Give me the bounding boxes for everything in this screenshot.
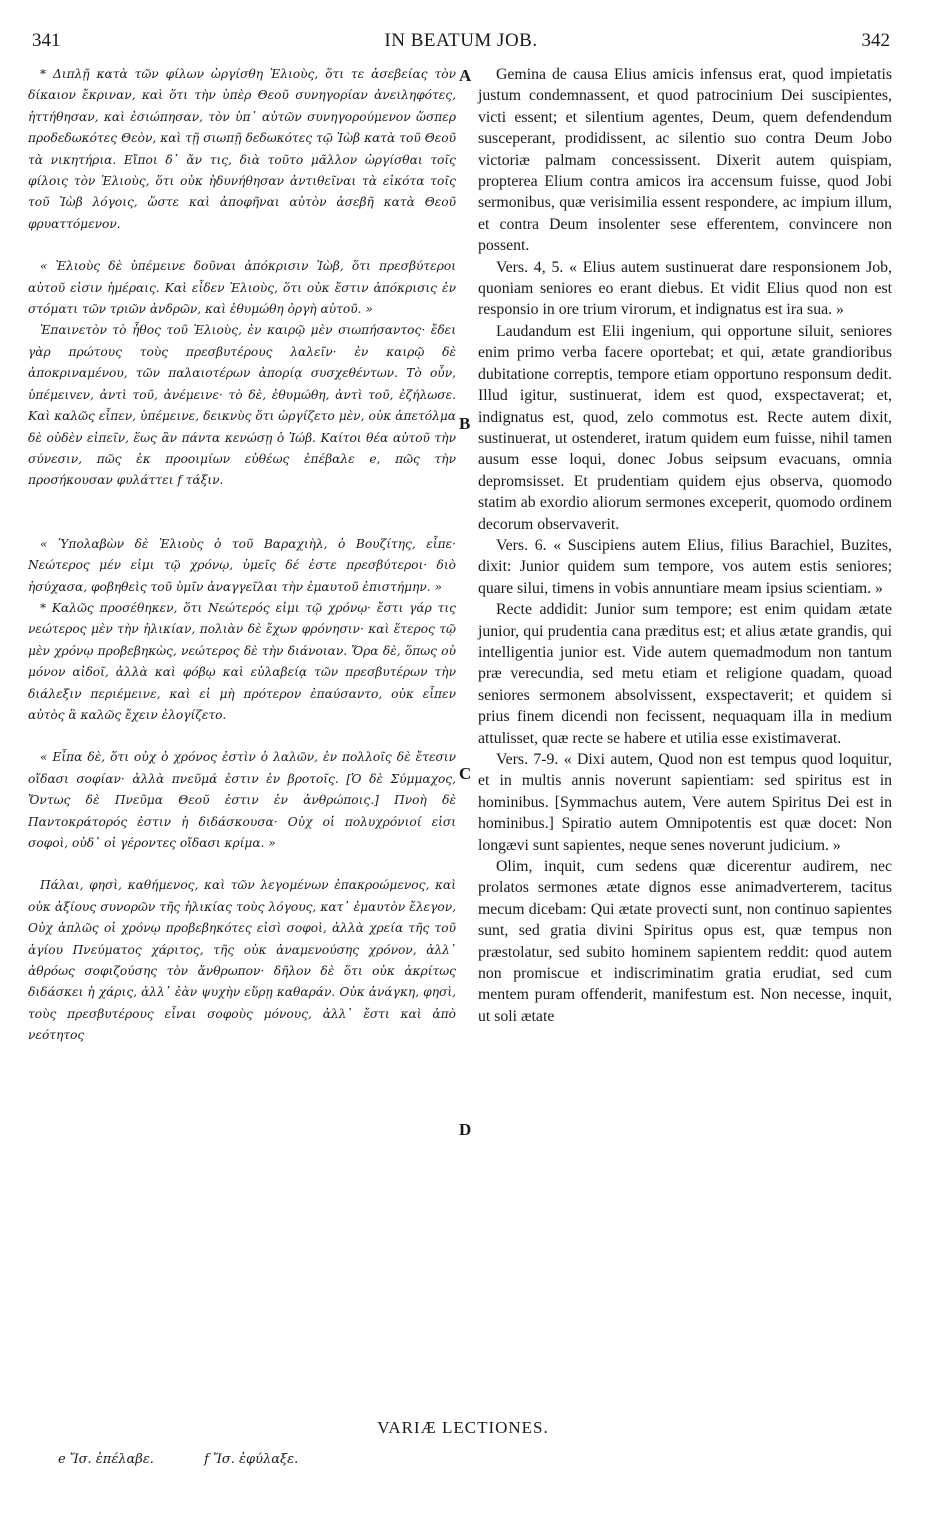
- greek-paragraph: « Ὑπολαβὼν δὲ Ἐλιοὺς ὁ τοῦ Βαραχιὴλ, ὁ Βουζίτης, εἶπε· Νεώτερος μέν εἰμι τῷ χρόνῳ, ὑμεῖς δέ ἐστε πρεσβύτεροι· διὸ ἡσύχασα, φοβηθεὶς τοῦ ὑμῖν ἀναγγεῖλαι τὴν ἐμαυτοῦ ἐπιστήμην. »: [28, 536, 456, 594]
- greek-paragraph: « Ἐλιοὺς δὲ ὑπέμεινε δοῦναι ἀπόκρισιν Ἰὼβ, ὅτι πρεσβύτεροι αὐτοῦ εἰσιν ἡμέραις. Καὶ εἶδεν Ἐλιοὺς, ὅτι οὐκ ἔστιν ἀπόκρισις ἐν στόματι τῶν τριῶν ἀνδρῶν, καὶ ἐθυμώθη ὀργὴ αὐτοῦ. »: [28, 259, 456, 317]
- greek-paragraph: Πάλαι, φησὶ, καθήμενος, καὶ τῶν λεγομένων ἐπακροώμενος, καὶ οὐκ ἀξίους συνορῶν τῆς ἡλικίας τοὺς λόγους, κατ᾿ ἐμαυτὸν ἔλεγον, Οὐχ ἁπλῶς οἱ χρόνῳ προβεβηκότες εἰσὶ σοφοὶ, ἀλλὰ χρεία τῆς τοῦ ἁγίου Πνεύματος χάριτος, τῆς οὐκ ἀναμενούσης χρόνον, ἀλλ᾿ ἀθρόως σοφιζούσης τὸν ἄνθρωπον· δῆλον δὲ ὅτι οὐκ ἀκρίτως διδάσκει ἡ χάρις, ἀλλ᾿ ἐὰν ψυχὴν εὕρῃ καθαράν. Οὐκ ἀνάγκη, φησὶ, τοὺς πρεσβυτέρους εἶναι σοφοὺς μόνους, ἀλλ᾿ ἔστι καὶ ἀπὸ νεότητος: [28, 878, 456, 1043]
- variae-lectiones-notes: [58, 1452, 658, 1467]
- variant-note-e: e Ἴσ. ἐπέλαβε.: [58, 1452, 154, 1467]
- greek-paragraph: * Διπλῇ κατὰ τῶν φίλων ὠργίσθη Ἐλιοὺς, ὅτι τε ἀσεβείας τὸν δίκαιον ἔκριναν, καὶ ὅτι τὴν ὑπὲρ Θεοῦ συνηγορίαν ἀνειληφότες, ἡττήθησαν, καὶ ἐσιώπησαν, τὸν ὑπ᾿ αὐτῶν συνηγορούμενον ὥσπερ προδεδωκότες Θεὸν, καὶ τῇ σιωπῇ δεδωκότες τῷ Ἰὼβ κατὰ τοῦ Θεοῦ τὰ νικητήρια. Εἴποι δ᾿ ἄν τις, διὰ τοῦτο μᾶλλον ὠργίσθαι τοῖς φίλοις τὸν Ἐλιοὺς, ὅτι οὐκ ἠδυνήθησαν ἀντιθεῖναι τὰ εἰκότα τοῖς τοῦ Ἰὼβ λόγοις, ὥστε καὶ ἀποφῆναι αὐτὸν ἀσεβῆ κατὰ Θεοῦ φρυαττόμενον.: [28, 67, 456, 231]
- margin-letter-d: D: [459, 1120, 472, 1139]
- latin-paragraph: Olim, inquit, cum sedens quæ dicerentur audirem, nec prolatos sermones ætate dignos esse animadverterem, tacitus mecum dicebam: Qui ætate provecti sunt, non continuo sapientes sunt, sed gratia divini Spiritus opus est, quæ tempus non præstolatur, sed subito hominem sapientem reddit: quod autem non promiscue et indiscriminatim gratia erudiat, sed cum mentem puram offenderit, manifestum est. Non necesse, inquit, ut soli ætate: [478, 858, 892, 1025]
- greek-paragraph: Ἐπαινετὸν τὸ ἦθος τοῦ Ἐλιοὺς, ἐν καιρῷ μὲν σιωπήσαντος· ἔδει γὰρ πρώτους τοὺς πρεσβυτέρους λαλεῖν· ἐν καιρῷ δὲ ἀποκριναμένου, τῶν παλαιοτέρων ἀπορίᾳ συσχεθέντων. Τὸ οὖν, ὑπέμειvεν, ἀντὶ τοῦ, ἀνέμεινε· τὸ δὲ, ἐθυμώθη, ἀντὶ τοῦ, ἐζήλωσε. Καὶ καλῶς εἶπεν, ὑπέμεινε, δεικνὺς ὅτι ὠργίζετο μὲν, οὐκ ἀπετόλμα δὲ οὐδὲν εἰπεῖν, ἕως ἂν πάντα κενώσῃ ὁ Ἰώβ. Καίτοι θέα αὐτοῦ τὴν σύνεσιν, πῶς ἐκ προοιμίων εὐθέως ἐπέβαλε e, πῶς τὴν προσήκουσαν φυλάττει f τάξιν.: [28, 323, 456, 488]
- page-header: [32, 30, 890, 60]
- latin-paragraph: Gemina de causa Elius amicis infensus erat, quod impietatis justum condemnassent, et quod patrocinium Dei suscipientes, victi essent; et silentium agentes, Deum, quem defendendum susceperant, prodidissent, ac silentio suo contra Deum Jobo victoriæ palmam concessissent. Dixerit autem quispiam, propterea Elium contra amicos ira accensum fuisse, quod Jobi sermonibus, quæ verisimilia essent respondere, ac impium illum, et contra Deum insolenter sese efferentem, convincere non possent.: [478, 66, 892, 255]
- greek-column: [28, 64, 456, 1047]
- latin-paragraph: Vers. 6. « Suscipiens autem Elius, filius Barachiel, Buzites, dixit: Junior quidem sum tempore, vos autem estis seniores; quare silui, timens in vobis annuntiare meam ipsius scientiam. »: [478, 536, 892, 597]
- running-title: IN BEATUM JOB.: [384, 30, 538, 51]
- latin-column: [478, 64, 892, 1027]
- latin-paragraph: Recte addidit: Junior sum tempore; est enim quidam ætate junior, qui prudentia cana præditus est; et alius ætate grandis, qui intelligentia junior est. Vide autem quemadmodum non tantum præ verecundia, sed metu etiam et religione quadam, quoad seniores sermonem absolvissent, exspectaverit; et quidem si prius finem dicendi non fecissent, nequaquam illa in medium attulisset, quæ recte se habere et utilia esse existimaverat.: [478, 601, 892, 747]
- greek-paragraph: « Εἶπα δὲ, ὅτι οὐχ ὁ χρόνος ἐστὶν ὁ λαλῶν, ἐν πολλοῖς δὲ ἔτεσιν οἴδασι σοφίαν· ἀλλὰ πνεῦμά ἐστιν ἐν βροτοῖς. [Ὁ δὲ Σύμμαχος, Ὄντως δὲ Πνεῦμα Θεοῦ ἐστιν ἐν ἀνθρώποις.] Πνοὴ δὲ Παντοκράτορός ἐστιν ἡ διδάσκουσα· Οὐχ οἱ πολυχρόνιοί εἰσι σοφοὶ, οὐδ᾿ οἱ γέροντες οἴδασι κρίμα. »: [28, 750, 456, 850]
- margin-letter-b: B: [459, 414, 471, 433]
- greek-paragraph: * Καλῶς προσέθηκεν, ὅτι Νεώτερός εἰμι τῷ χρόνῳ· ἔστι γάρ τις νεώτερος μὲν τὴν ἡλικίαν, πολιὰν δὲ ἔχων φρόνησιν· καὶ ἕτερος τῷ μὲν χρόνῳ προβεβηκὼς, νεώτερος δὲ τὴν διάνοιαν. Ὅρα δὲ, ὅπως οὐ μόνον αἰδοῖ, ἀλλὰ καὶ φόβῳ καὶ εὐλαβείᾳ τῶν πρεσβυτέρων τὴν διάλεξιν περιέμεινε, καὶ εἰ μὴ πρότερον ἐπαύσαντο, οὐκ εἶπεν αὐτὸς ἃ καλῶς ἔχειν ἐλογίζετο.: [28, 600, 456, 722]
- page-number-left: 341: [32, 30, 61, 51]
- margin-letter-c: C: [459, 764, 472, 783]
- variant-note-f: f Ἴσ. ἐφύλαξε.: [204, 1452, 299, 1467]
- latin-paragraph: Vers. 4, 5. « Elius autem sustinuerat dare responsionem Job, quoniam seniores eo erant diebus. Et vidit Elius quod non est responsio in ore trium virorum, et indignatus est ira sua. »: [478, 258, 892, 319]
- page-number-right: 342: [861, 30, 890, 51]
- margin-letter-a: A: [459, 66, 472, 85]
- variae-lectiones-title: VARIÆ LECTIONES.: [377, 1418, 549, 1437]
- latin-paragraph: Laudandum est Elii ingenium, qui opportune siluit, seniores enim primo verba facere oportebat; et qui, ætate grandioribus dubitatione correptis, tempore etiam opportuno responsum dedit. Illud igitur, sustinuerat, idem est quod, exspectaverat; et, indignatus est, quod, zelo commotus est. Recte autem dixit, sustinuerat, ut ostenderet, iratum quidem eum fuisse, nihil tamen ausum esse loqui, donec Jobus seipsum evacuans, omnia depromsisset. Et prudentiam quidem ejus observa, quomodo statim ab exordio aliorum sermones exceperit, quomodo ordinem decorum observaverit.: [478, 322, 892, 533]
- latin-paragraph: Vers. 7-9. « Dixi autem, Quod non est tempus quod loquitur, et in multis annis noverunt sapientiam: sed spiritus est in hominibus. [Symmachus autem, Vere autem Spiritus Dei est in hominibus.] Spiratio autem Omnipotentis est quæ docet: Non longævi sunt sapientes, neque senes noverunt judicium. »: [478, 751, 892, 854]
- column-divider: [466, 64, 467, 1394]
